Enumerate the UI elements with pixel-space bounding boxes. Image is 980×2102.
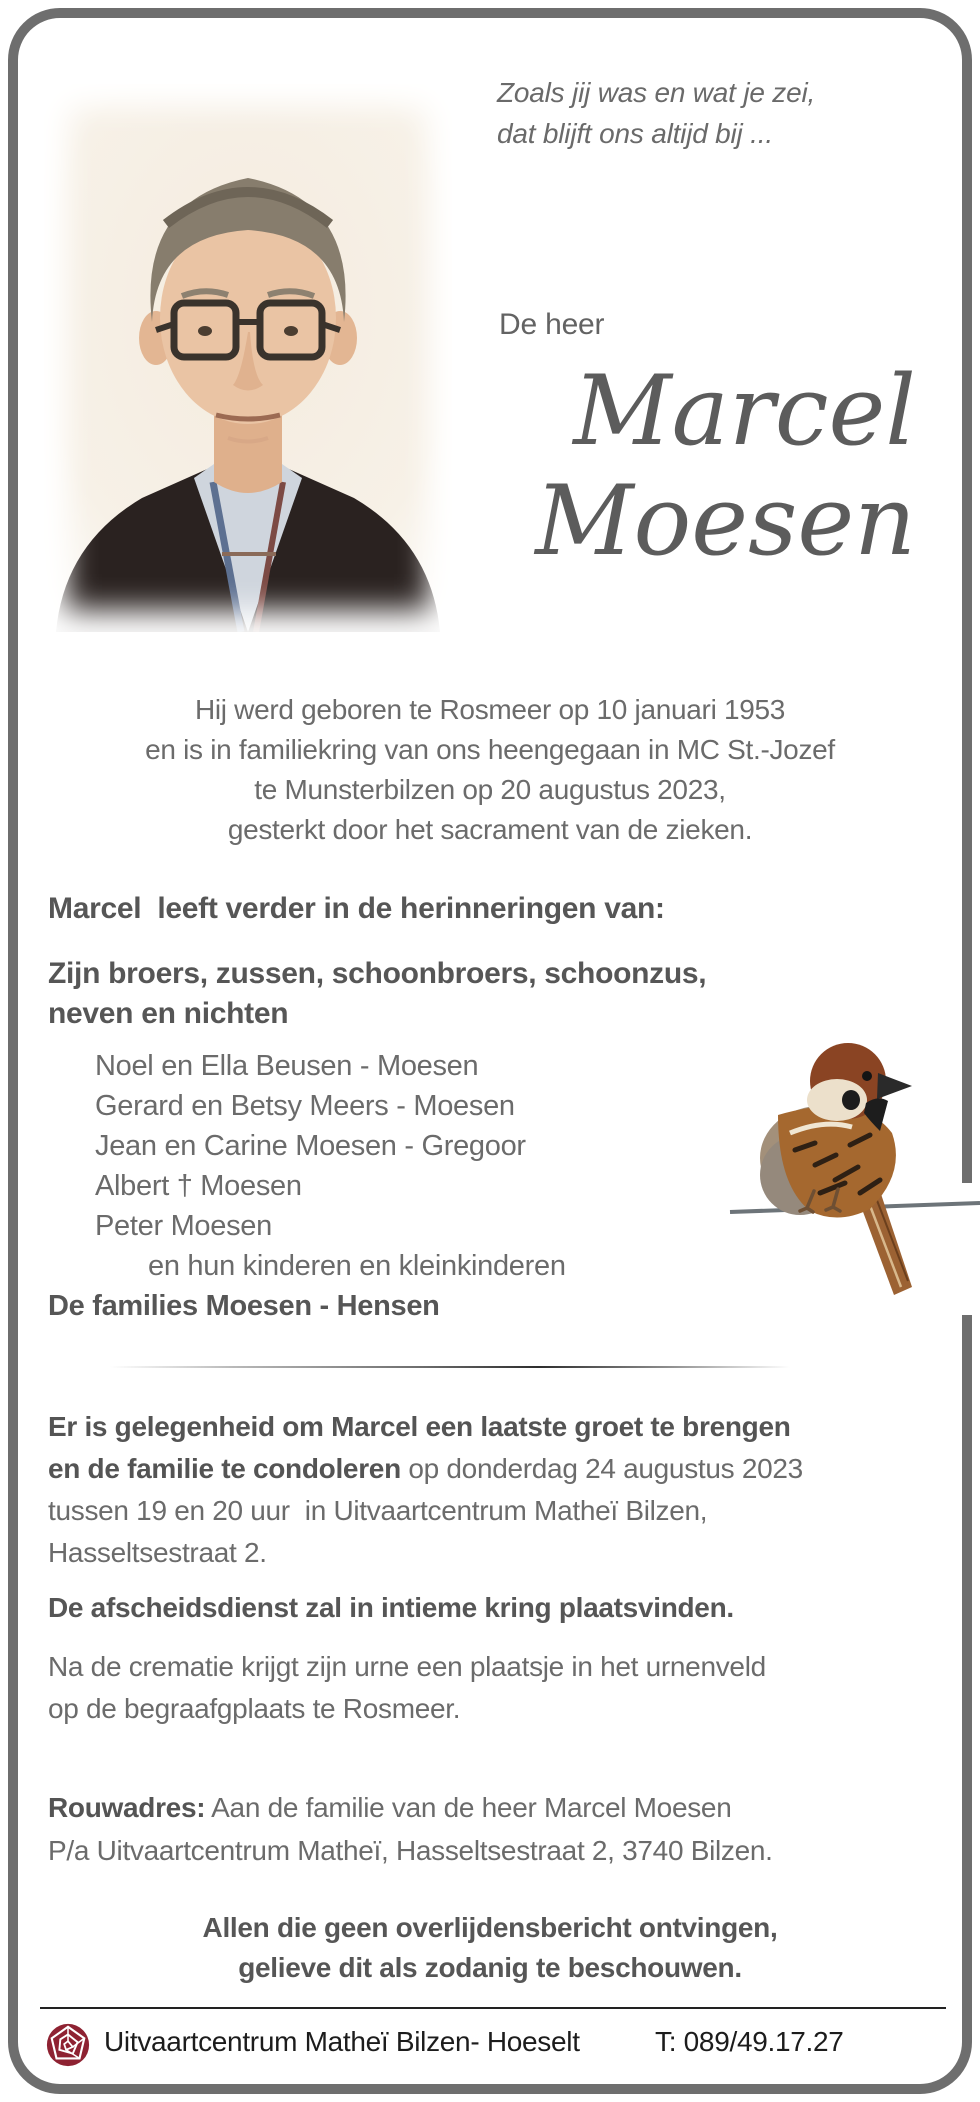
portrait-illustration bbox=[44, 84, 452, 632]
footer-phone: T: 089/49.17.27 bbox=[655, 2026, 844, 2057]
condolence-line-3: tussen 19 en 20 uur in Uitvaartcentrum Matheï Bilzen, bbox=[48, 1495, 708, 1526]
children-note: en hun kinderen en kleinkinderen bbox=[148, 1250, 566, 1282]
relatives-heading-line-1: Zijn broers, zussen, schoonbroers, schoonzus, bbox=[48, 957, 707, 990]
sparrow-illustration bbox=[720, 1015, 980, 1315]
cremation-line-1: Na de crematie krijgt zijn urne een plaatsje in het urnenveld bbox=[48, 1651, 766, 1682]
deceased-first-name: Marcel bbox=[573, 355, 916, 467]
relatives-list bbox=[95, 1046, 566, 1286]
relatives-heading-line-2: neven en nichten bbox=[48, 997, 289, 1030]
condolence-line-2-regular: op donderdag 24 augustus 2023 bbox=[400, 1453, 803, 1484]
portrait-photo bbox=[44, 84, 452, 632]
cremation-paragraph bbox=[48, 1646, 766, 1730]
memories-heading: Marcel leeft verder in de herinneringen van: bbox=[48, 892, 665, 925]
condolence-line-1: Er is gelegenheid om Marcel een laatste groet te brengen bbox=[48, 1411, 791, 1442]
quote-line-2: dat blijft ons altijd bij ... bbox=[497, 118, 773, 149]
families-line: De families Moesen - Hensen bbox=[48, 1290, 440, 1322]
life-line-1: Hij werd geboren te Rosmeer op 10 januari 1953 bbox=[194, 694, 786, 725]
life-dates-paragraph bbox=[60, 690, 920, 850]
mourning-address-label: Rouwadres: bbox=[48, 1792, 206, 1823]
cremation-line-2: op de begraafgplaats te Rosmeer. bbox=[48, 1693, 461, 1724]
footer-company: Uitvaartcentrum Matheï Bilzen- Hoeselt bbox=[104, 2026, 580, 2057]
condolence-line-4: Hasseltsestraat 2. bbox=[48, 1537, 267, 1568]
list-item: Albert † Moesen bbox=[95, 1170, 302, 1202]
rose-logo-icon bbox=[45, 2022, 91, 2068]
mourning-address bbox=[48, 1786, 773, 1872]
quote-line-1: Zoals jij was en wat je zei, bbox=[497, 77, 816, 108]
list-item: Peter Moesen bbox=[95, 1210, 272, 1242]
mourning-address-line-2: P/a Uitvaartcentrum Matheï, Hasseltsestraat 2, 3740 Bilzen. bbox=[48, 1835, 773, 1866]
salutation: De heer bbox=[499, 308, 605, 341]
notice-line-1: Allen die geen overlijdensbericht ontvingen, bbox=[202, 1912, 778, 1943]
section-divider bbox=[110, 1366, 790, 1368]
life-line-2: en is in familiekring van ons heengegaan in MC St.-Jozef bbox=[145, 734, 835, 765]
list-item: Jean en Carine Moesen - Gregoor bbox=[95, 1130, 526, 1162]
notice bbox=[60, 1908, 920, 1988]
mourning-address-line-1: Aan de familie van de heer Marcel Moesen bbox=[205, 1792, 732, 1823]
life-line-4: gesterkt door het sacrament van de zieken. bbox=[227, 814, 753, 845]
life-line-3: te Munsterbilzen op 20 augustus 2023, bbox=[254, 774, 726, 805]
relatives-heading bbox=[48, 954, 706, 1034]
deceased-last-name: Moesen bbox=[535, 465, 916, 577]
condolence-paragraph bbox=[48, 1406, 940, 1574]
list-item: Noel en Ella Beusen - Moesen bbox=[95, 1050, 479, 1082]
condolence-line-2-bold: en de familie te condoleren bbox=[48, 1453, 401, 1484]
deceased-name bbox=[446, 356, 916, 576]
sparrow-bird-image bbox=[720, 1015, 980, 1315]
list-item: Gerard en Betsy Meers - Moesen bbox=[95, 1090, 515, 1122]
footer-divider bbox=[40, 2007, 946, 2009]
quote bbox=[497, 72, 815, 154]
notice-line-2: gelieve dit als zodanig te beschouwen. bbox=[238, 1952, 742, 1983]
service-line: De afscheidsdienst zal in intieme kring plaatsvinden. bbox=[48, 1592, 734, 1623]
